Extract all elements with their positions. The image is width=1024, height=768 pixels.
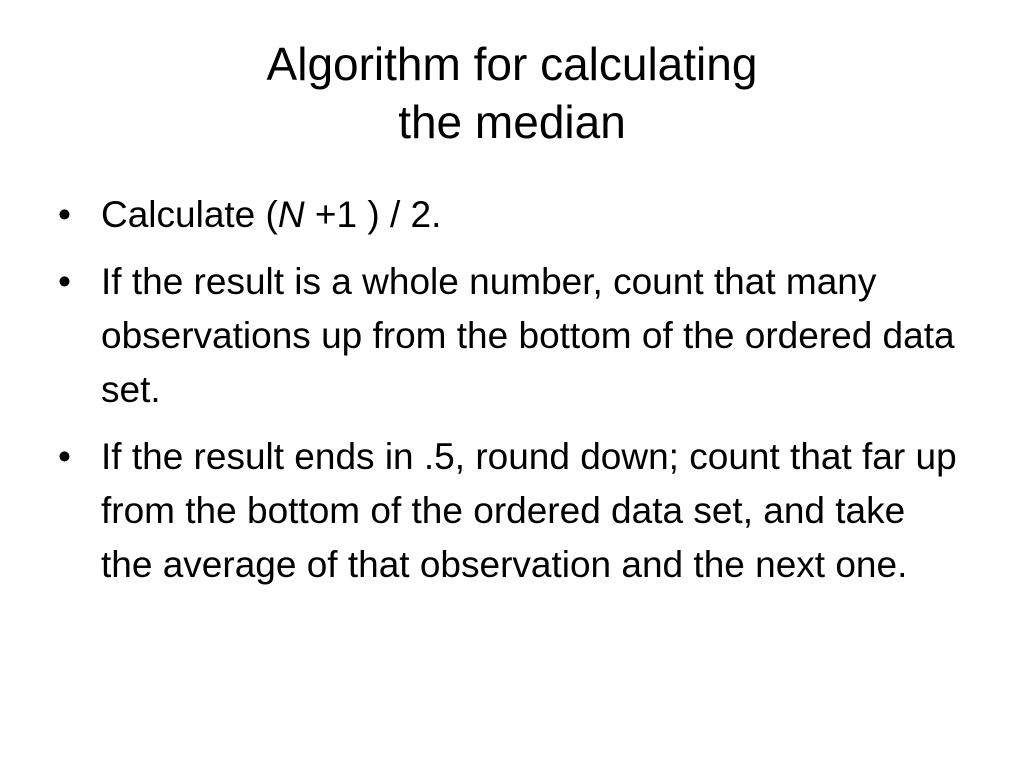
bullet-1-prefix: Calculate ( [101,194,278,235]
bullet-item-calculate [58,188,958,242]
bullet-1-variable: N [277,194,305,235]
title-line-1: Algorithm for calculating [266,38,758,90]
bullet-2-text: If the result is a whole number, count that many observations up from the bottom of the ordered data set. [101,261,955,410]
bullet-marker-icon: • [58,261,71,302]
bullet-marker-icon: • [58,436,71,477]
slide-title [0,35,1024,151]
title-line-2: the median [398,96,626,148]
bullet-3-text: If the result ends in .5, round down; count that far up from the bottom of the ordered data set, and take the average of that observation and the next one. [101,436,957,585]
bullet-marker-icon: • [58,194,71,235]
bullet-1-suffix: +1 ) / 2. [304,194,442,235]
bullet-item-half [58,430,958,592]
bullet-item-whole-number [58,255,958,417]
bullet-list [58,188,958,605]
